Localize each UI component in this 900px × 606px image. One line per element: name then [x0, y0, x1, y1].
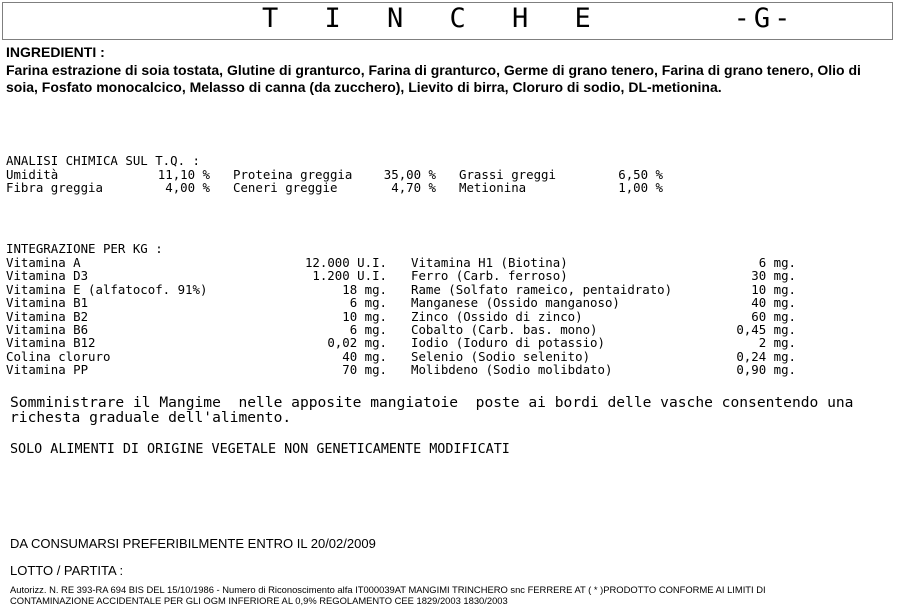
instructions-line-1: Somministrare il Mangime nelle apposite mangiatoie poste ai bordi delle vasche consentendo una	[10, 394, 854, 411]
analysis-label: Proteina greggia	[233, 167, 353, 182]
product-title	[262, 4, 794, 34]
integration-right-value: 30 mg.	[751, 268, 796, 284]
integration-right-label: Zinco (Ossido di zinco)	[411, 308, 583, 324]
analysis-heading: ANALISI CHIMICA SUL T.Q. :	[6, 153, 200, 168]
integration-right-label: Rame (Solfato rameico, pentaidrato)	[411, 281, 673, 297]
footer-line-1: Autorizz. N. RE 393-RA 694 BIS DEL 15/10/1986 - Numero di Riconoscimento alfa IT000039AT MANGIMI TRINCHERO snc FERRERE AT ( * )PRODOTTO CONFORME AI LIMITI DI	[10, 584, 766, 595]
integration-row	[6, 296, 796, 310]
integration-left-value: 12.000 U.I.	[304, 255, 387, 270]
integration-left-label: Vitamina B6	[6, 322, 89, 337]
integration-right-value: 2 mg.	[758, 335, 796, 351]
analysis-label: Fibra greggia	[6, 180, 103, 195]
analysis-value: 4,70 %	[391, 180, 436, 195]
integration-heading: INTEGRAZIONE PER KG :	[6, 241, 163, 256]
analysis-label: Umidità	[6, 167, 59, 182]
integration-row	[6, 350, 796, 364]
integration-left-value: 6 mg.	[349, 322, 387, 337]
vegetable-origin-note: SOLO ALIMENTI DI ORIGINE VEGETALE NON GENETICAMENTE MODIFICATI	[10, 442, 510, 457]
integration-left-label: Vitamina PP	[6, 362, 89, 378]
integration-right-value: 6 mg.	[758, 255, 796, 270]
footer-legal	[10, 584, 890, 606]
integration-left-label: Vitamina B1	[6, 295, 89, 311]
integration-left-label: Vitamina B2	[6, 308, 89, 324]
integration-left-value: 18 mg.	[342, 281, 387, 297]
integration-row	[6, 310, 796, 324]
feeding-instructions	[10, 395, 900, 425]
integration-row	[6, 323, 796, 337]
integration-right-value: 60 mg.	[751, 308, 796, 324]
integration-left-label: Vitamina B12	[6, 335, 96, 351]
integration-right-value: 0,90 mg.	[736, 362, 796, 378]
instructions-line-2: richesta graduale dell'alimento.	[10, 409, 292, 426]
analysis-value: 1,00 %	[618, 180, 663, 195]
integration-right-value: 0,45 mg.	[736, 322, 796, 337]
ingredients-text: Farina estrazione di soia tostata, Glutine di granturco, Farina di granturco, Germe di grano tenero, Farina di grano tenero, Olio di soia, Fosfato monocalcico, Melasso di canna (da zucchero), Lievito di birra, Cloruro di sodio, DL-metionina.	[6, 62, 861, 95]
analysis-value: 4,00 %	[165, 180, 210, 195]
expiry-date: DA CONSUMARSI PREFERIBILMENTE ENTRO IL 20/02/2009	[10, 536, 376, 551]
integration-left-label: Vitamina E (alfatocof. 91%)	[6, 281, 208, 297]
integration-right-value: 40 mg.	[751, 295, 796, 311]
integration-left-value: 6 mg.	[349, 295, 387, 311]
analysis-row	[6, 181, 796, 195]
integration-row	[6, 256, 796, 270]
integration-right-label: Iodio (Ioduro di potassio)	[411, 335, 605, 351]
integration-right-label: Molibdeno (Sodio molibdato)	[411, 362, 613, 378]
integration-row	[6, 283, 796, 297]
integration-right-label: Ferro (Carb. ferroso)	[411, 268, 568, 284]
integration-right-label: Vitamina H1 (Biotina)	[411, 255, 568, 270]
analysis-value: 11,10 %	[157, 167, 210, 182]
integration-left-value: 0,02 mg.	[327, 335, 387, 351]
integration-left-label: Vitamina A	[6, 255, 81, 270]
footer-line-2: CONTAMINAZIONE ACCIDENTALE PER GLI OGM INFERIORE AL 0,9% REGOLAMENTO CEE 1829/2003 1830/2003	[10, 595, 508, 606]
integration-left-label: Colina cloruro	[6, 348, 111, 364]
integration-row	[6, 336, 796, 350]
integration-left-value: 1.200 U.I.	[312, 268, 387, 284]
integration-row	[6, 363, 796, 377]
integration-left-label: Vitamina D3	[6, 268, 89, 284]
integration-right-label: Manganese (Ossido manganoso)	[411, 295, 620, 311]
integration-right-label: Selenio (Sodio selenito)	[411, 348, 591, 364]
analysis-value: 6,50 %	[618, 167, 663, 182]
ingredients-heading: INGREDIENTI :	[6, 44, 105, 60]
analysis-label: Grassi greggi	[459, 167, 556, 182]
analysis-label: Ceneri greggie	[233, 180, 338, 195]
lot-label: LOTTO / PARTITA :	[10, 563, 124, 578]
integration-right-value: 0,24 mg.	[736, 348, 796, 364]
product-name: T I N C H E	[262, 3, 606, 34]
integration-left-value: 10 mg.	[342, 308, 387, 324]
integration-left-value: 40 mg.	[342, 348, 387, 364]
integration-left-value: 70 mg.	[342, 362, 387, 378]
analysis-value: 35,00 %	[383, 167, 436, 182]
analysis-label: Metionina	[459, 180, 527, 195]
product-variant: -G-	[733, 3, 795, 34]
integration-right-value: 10 mg.	[751, 281, 796, 297]
integration-right-label: Cobalto (Carb. bas. mono)	[411, 322, 598, 337]
